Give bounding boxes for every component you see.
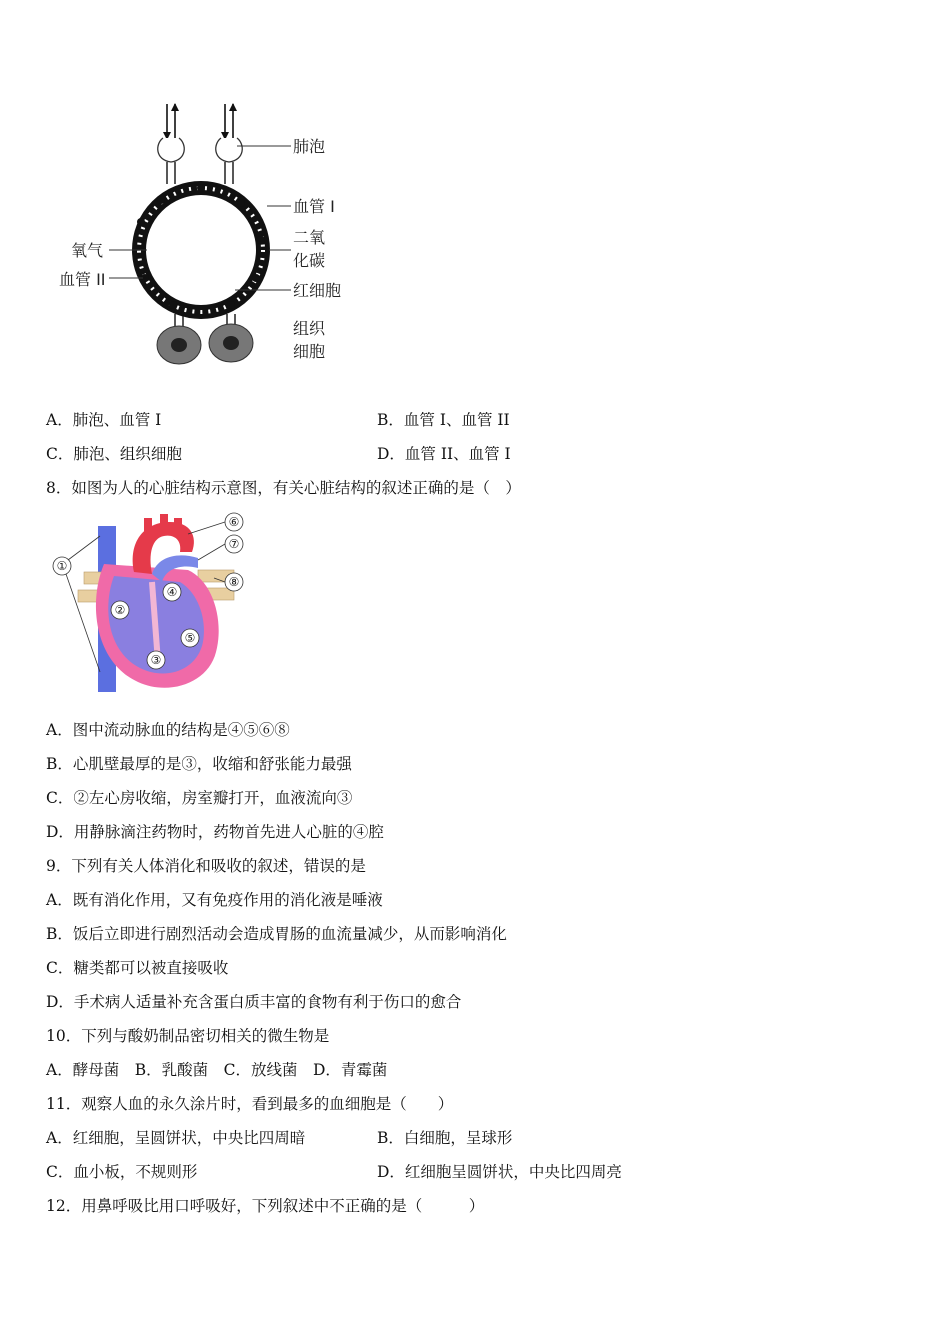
heart-label-8: ⑧	[228, 575, 240, 589]
heart-label-7: ⑦	[228, 537, 240, 551]
label-tissue-line2: 细胞	[293, 342, 326, 361]
heart-label-2: ②	[114, 603, 126, 617]
q7-option-c: C．肺泡、组织细胞	[46, 445, 182, 463]
q8-option-a: A．图中流动脉血的结构是④⑤⑥⑧	[46, 721, 290, 739]
q9-option-d: D．手术病人适量补充含蛋白质丰富的食物有利于伤口的愈合	[46, 993, 462, 1011]
label-vessel-2: 血管 II	[59, 270, 106, 289]
label-co2-line2: 化碳	[293, 251, 326, 270]
heart-label-3: ③	[150, 653, 162, 667]
tissue-cell-shape	[157, 324, 253, 364]
q7-option-b: B．血管 I、血管 II	[377, 411, 510, 429]
alveolus-capillary-diagram	[55, 100, 365, 370]
q12-stem: 12．用鼻呼吸比用口呼吸好，下列叙述中不正确的是（ ）	[46, 1197, 485, 1215]
q8-option-d: D．用静脉滴注药物时，药物首先进人心脏的④腔	[46, 823, 384, 841]
q11-option-d: D．红细胞呈圆饼状，中央比四周亮	[377, 1163, 622, 1181]
alveolus-shape	[158, 138, 243, 162]
label-co2-line1: 二氧	[293, 228, 326, 247]
heart-structure-diagram	[48, 512, 253, 694]
heart-label-1: ①	[56, 559, 68, 573]
q9-stem: 9．下列有关人体消化和吸收的叙述，错误的是	[46, 857, 366, 875]
q10-stem: 10．下列与酸奶制品密切相关的微生物是	[46, 1027, 330, 1045]
q8-option-c: C．②左心房收缩，房室瓣打开，血液流向③	[46, 789, 353, 807]
q11-stem: 11．观察人血的永久涂片时，看到最多的血细胞是（ ）	[46, 1095, 454, 1113]
heart-label-6: ⑥	[228, 515, 240, 529]
q10-options: A．酵母菌 B．乳酸菌 C．放线菌 D．青霉菌	[46, 1061, 388, 1079]
heart-label-4: ④	[166, 585, 178, 599]
q8-stem: 8．如图为人的心脏结构示意图，有关心脏结构的叙述正确的是（ ）	[46, 479, 521, 497]
q9-option-a: A．既有消化作用，又有免疫作用的消化液是唾液	[46, 891, 383, 909]
q8-option-b: B．心肌壁最厚的是③，收缩和舒张能力最强	[46, 755, 352, 773]
q7-option-a: A．肺泡、血管 I	[46, 411, 162, 429]
q11-option-b: B．白细胞，呈球形	[377, 1129, 513, 1147]
q9-option-b: B．饭后立即进行剧烈活动会造成胃肠的血流量减少，从而影响消化	[46, 925, 507, 943]
label-oxygen: 氧气	[71, 241, 104, 260]
q11-option-c: C．血小板，不规则形	[46, 1163, 198, 1181]
q9-option-c: C．糖类都可以被直接吸收	[46, 959, 229, 977]
label-tissue-line1: 组织	[293, 319, 326, 338]
label-red-blood-cell: 红细胞	[293, 281, 342, 300]
label-alveolus: 肺泡	[293, 137, 326, 156]
q7-option-d: D．血管 II、血管 I	[377, 445, 511, 463]
heart-label-5: ⑤	[184, 631, 196, 645]
q11-option-a: A．红细胞，呈圆饼状，中央比四周暗	[46, 1129, 306, 1147]
label-vessel-1: 血管 I	[293, 197, 335, 216]
